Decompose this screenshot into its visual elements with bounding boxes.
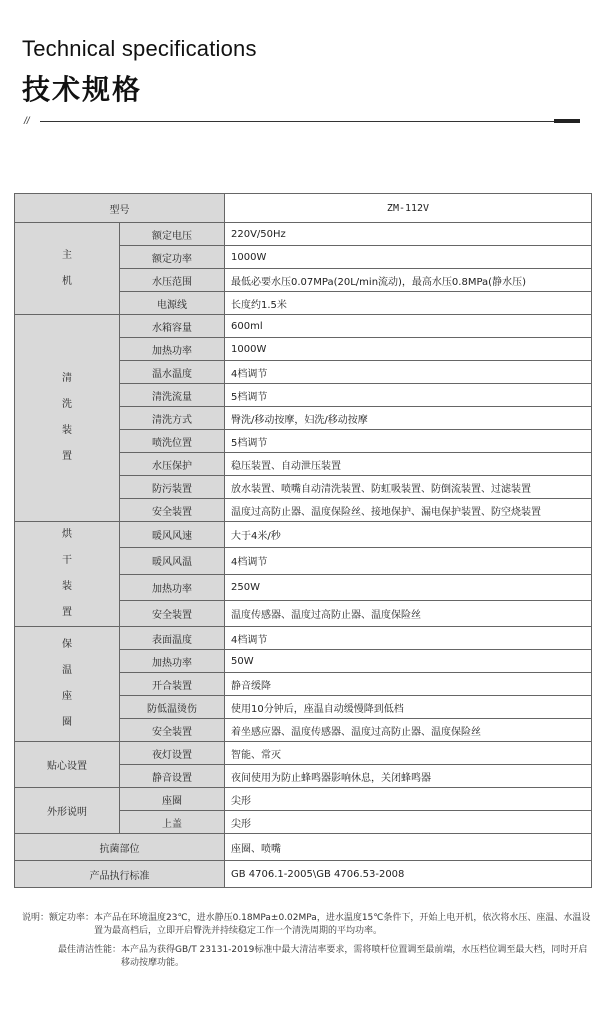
model-row — [15, 194, 592, 223]
section-label-char: 干 — [62, 555, 72, 566]
section-label-char: 机 — [62, 275, 72, 287]
section-label-char: 外形说明 — [47, 807, 87, 818]
spec-value: 250W — [225, 574, 592, 600]
section-label — [15, 223, 120, 315]
spec-row — [15, 315, 592, 338]
spec-label: 加热功率 — [120, 650, 225, 673]
spec-label: 防低温烫伤 — [120, 696, 225, 719]
spec-label: 上盖 — [120, 811, 225, 834]
note-text: 本产品在环境温度23℃，进水静压0.18MPa±0.02MPa，进水温度15℃条件下，开始上电开机，依次将水压、座温、水温设置为最高档后，立即开启臀洗并持续稳定工作一个清洗周期的平均功率。 — [94, 913, 591, 936]
spec-value: 1000W — [225, 246, 592, 269]
note-text: 本产品为获得GB/T 23131-2019标准中最大清洁率要求，需将喷杆位置调至最前端，水压档位调至最大档，同时开启移动按摩功能。 — [121, 945, 588, 968]
spec-value: 放水装置、喷嘴自动清洗装置、防虹吸装置、防倒流装置、过滤装置 — [225, 476, 592, 499]
spec-value: 长度约1.5米 — [225, 292, 592, 315]
spec-value: 尖形 — [225, 811, 592, 834]
divider-accent — [554, 119, 580, 123]
model-label: 型号 — [15, 194, 225, 223]
spec-label: 开合装置 — [120, 673, 225, 696]
spec-value: 4档调节 — [225, 627, 592, 650]
note-key: 最佳清洁性能： — [58, 945, 122, 955]
footer-row — [15, 834, 592, 861]
spec-row — [15, 522, 592, 548]
spec-value: 使用10分钟后，座温自动缓慢降到低档 — [225, 696, 592, 719]
spec-value: 温度过高防止器、温度保险丝、接地保护、漏电保护装置、防空烧装置 — [225, 499, 592, 522]
spec-value: 4档调节 — [225, 548, 592, 574]
footer-label: 抗菌部位 — [15, 834, 225, 861]
spec-label: 加热功率 — [120, 574, 225, 600]
footer-value: GB 4706.1-2005\GB 4706.53-2008 — [225, 861, 592, 888]
divider-mark: // — [24, 116, 30, 127]
spec-value: 稳压装置、自动泄压装置 — [225, 453, 592, 476]
spec-value: 4档调节 — [225, 361, 592, 384]
section-label-char: 温 — [62, 665, 72, 676]
spec-value: 5档调节 — [225, 430, 592, 453]
spec-label: 温水温度 — [120, 361, 225, 384]
spec-label: 安全装置 — [120, 600, 225, 626]
spec-value: 50W — [225, 650, 592, 673]
note-cleaning — [22, 944, 592, 970]
footer-row — [15, 861, 592, 888]
spec-label: 清洗方式 — [120, 407, 225, 430]
section-label-char: 座 — [62, 691, 72, 702]
spec-label: 额定电压 — [120, 223, 225, 246]
section-label — [15, 788, 120, 834]
spec-value: 温度传感器、温度过高防止器、温度保险丝 — [225, 600, 592, 626]
spec-value: 臀洗/移动按摩，妇洗/移动按摩 — [225, 407, 592, 430]
spec-label: 水箱容量 — [120, 315, 225, 338]
spec-label: 安全装置 — [120, 719, 225, 742]
spec-label: 座圈 — [120, 788, 225, 811]
spec-label: 夜灯设置 — [120, 742, 225, 765]
section-label-char: 置 — [62, 451, 72, 462]
section-label-char: 装 — [62, 581, 72, 592]
section-label-char: 贴心设置 — [47, 761, 87, 772]
spec-label: 清洗流量 — [120, 384, 225, 407]
notes — [22, 912, 592, 976]
spec-value: 1000W — [225, 338, 592, 361]
spec-value: 600ml — [225, 315, 592, 338]
spec-label: 喷洗位置 — [120, 430, 225, 453]
spec-value: 静音缓降 — [225, 673, 592, 696]
spec-row — [15, 223, 592, 246]
spec-label: 电源线 — [120, 292, 225, 315]
spec-row — [15, 742, 592, 765]
notes-prefix: 说明： — [22, 913, 50, 923]
spec-label: 加热功率 — [120, 338, 225, 361]
section-label-char: 烘 — [62, 529, 72, 540]
footer-label: 产品执行标准 — [15, 861, 225, 888]
section-label — [15, 522, 120, 627]
spec-label: 暖风风速 — [120, 522, 225, 548]
spec-label: 表面温度 — [120, 627, 225, 650]
spec-label: 水压范围 — [120, 269, 225, 292]
spec-value: 智能、常灭 — [225, 742, 592, 765]
model-value: ZM-112V — [225, 194, 592, 223]
spec-label: 水压保护 — [120, 453, 225, 476]
section-label-char: 置 — [62, 607, 72, 618]
title-english: Technical specifications — [22, 36, 257, 61]
spec-table — [14, 193, 592, 888]
spec-value: 大于4米/秒 — [225, 522, 592, 548]
spec-label: 暖风风温 — [120, 548, 225, 574]
section-label-char: 主 — [62, 249, 72, 261]
spec-value: 尖形 — [225, 788, 592, 811]
spec-label: 安全装置 — [120, 499, 225, 522]
section-label — [15, 742, 120, 788]
note-key: 额定功率： — [49, 913, 95, 923]
spec-value: 最低必要水压0.07MPa(20L/min流动)，最高水压0.8MPa(静水压) — [225, 269, 592, 292]
spec-row — [15, 788, 592, 811]
section-label — [15, 627, 120, 742]
section-label-char: 装 — [62, 425, 72, 436]
title-chinese: 技术规格 — [22, 73, 143, 106]
section-label-char: 清 — [62, 373, 72, 384]
divider-line — [40, 121, 555, 122]
note-power — [22, 912, 592, 938]
spec-row — [15, 627, 592, 650]
spec-label: 静音设置 — [120, 765, 225, 788]
section-label-char: 洗 — [62, 399, 72, 410]
spec-value: 着坐感应器、温度传感器、温度过高防止器、温度保险丝 — [225, 719, 592, 742]
spec-value: 220V/50Hz — [225, 223, 592, 246]
section-label-char: 圈 — [62, 717, 72, 728]
section-label — [15, 315, 120, 522]
footer-value: 座圈、喷嘴 — [225, 834, 592, 861]
section-label-char: 保 — [62, 639, 72, 650]
spec-label: 额定功率 — [120, 246, 225, 269]
spec-value: 5档调节 — [225, 384, 592, 407]
spec-label: 防污装置 — [120, 476, 225, 499]
spec-value: 夜间使用为防止蜂鸣器影响休息，关闭蜂鸣器 — [225, 765, 592, 788]
